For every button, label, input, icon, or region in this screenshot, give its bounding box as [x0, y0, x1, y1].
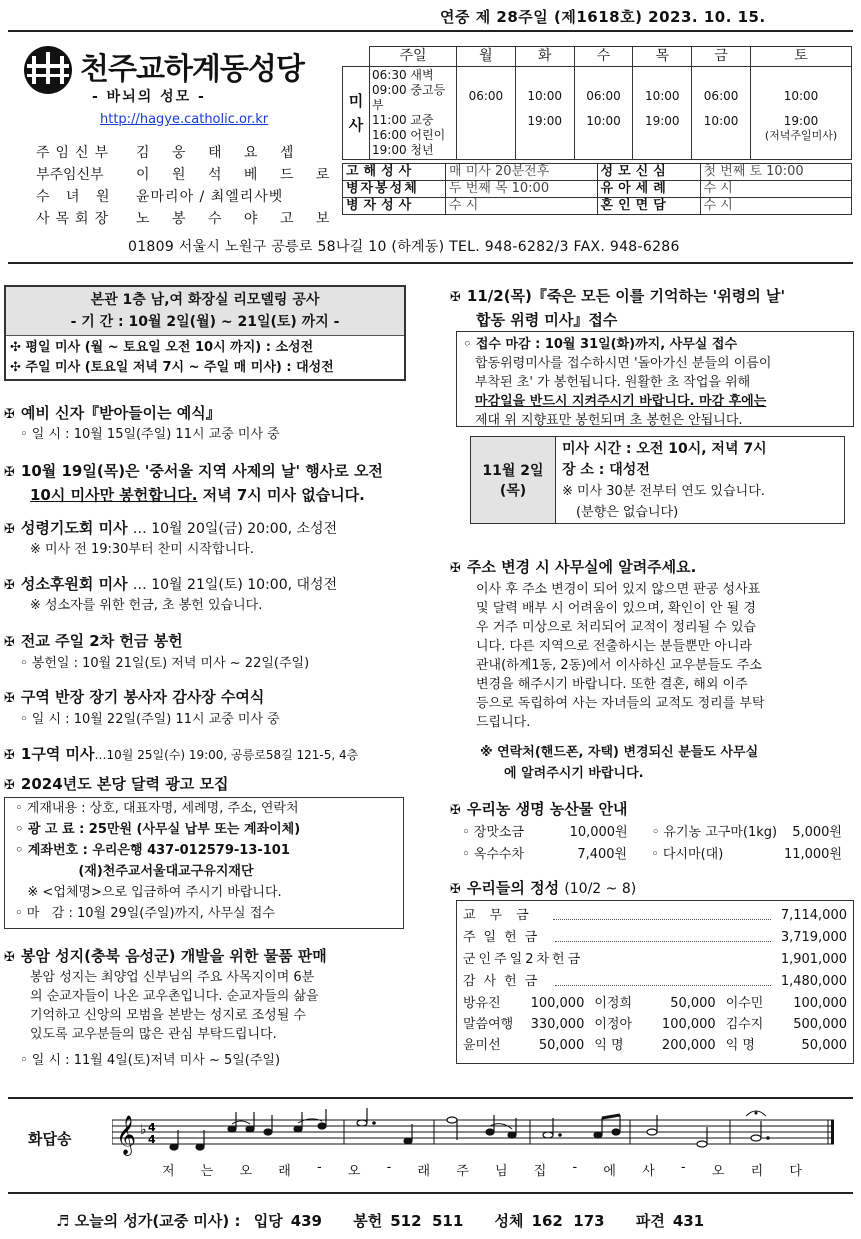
music-rule [8, 1097, 853, 1099]
section-catechumen: ✠ 예비 신자『받아들이는 예식』 [4, 404, 221, 422]
address-change-note: ※ 연락처(핸드폰, 자택) 변경되신 분들도 사무실 에 알려주시기 바랍니다. [480, 745, 759, 781]
day-header: 수 [574, 47, 633, 67]
offering-row: 주일헌금 3,719,000 [463, 927, 847, 949]
cross-bullet-icon: ✠ [450, 882, 461, 897]
all-souls-mass-box [470, 436, 845, 524]
cross-bullet-icon: ✠ [4, 578, 15, 593]
donation-row: 윤미선 50,000 익 명 200,000 익 명 50,000 [463, 1038, 848, 1053]
bongam-description: 봉암 성지는 최양업 신부님의 주요 사목지이며 6분 의 순교자들이 나온 교우촌입니다. 순교자들의 삶을 기억하고 신앙의 모범을 본받는 성지로 조성될 수 있도록 교우분들의 많은 관심 부탁드립니다. [30, 970, 319, 1042]
offering-row: 감사헌금 1,480,000 [463, 971, 847, 993]
offerings-box [456, 900, 854, 1064]
parish-address: 01809 서울시 노원구 공릉로 58나길 10 (하계동) TEL. 948-6282/3 FAX. 948-6286 [128, 239, 680, 255]
renovation-notice-header: 본관 1층 남,여 화장실 리모델링 공사 - 기 간 : 10월 2일(월) ~ 21일(토) 까지 - [6, 287, 404, 336]
sacrament-table [342, 163, 852, 215]
treble-clef-icon: 𝄞 [116, 1115, 137, 1155]
parish-logo-icon [20, 44, 76, 96]
header-rule [8, 30, 853, 32]
svg-text:♭: ♭ [140, 1122, 147, 1138]
sunday-times: 06:30 새벽 09:00 중고등부 11:00 교중 16:00 어린이 19:00 청년 [370, 67, 457, 160]
footer-rule [8, 1192, 853, 1194]
section-woorinong: ✠ 우리농 생명 농산물 안내 [450, 800, 628, 818]
vocation-mass-note: ※ 성소자를 위한 헌금, 초 봉헌 있습니다. [30, 598, 263, 613]
staff-row: 사목회장 노 봉 수 야 고 보 [36, 211, 339, 227]
donation-row: 말씀여행 330,000 이정아 100,000 김수지 500,000 [463, 1017, 848, 1032]
catechumen-date: ◦ 일 시 : 10월 15일(주일) 11시 교중 미사 중 [20, 427, 280, 442]
all-souls-date: 11월 2일 (목) [471, 437, 556, 523]
sacrament-row: 병자성사 수 시 혼인면담 수 시 [343, 198, 852, 215]
volunteer-award-date: ◦ 일 시 : 10월 22일(주일) 11시 교중 미사 중 [20, 712, 280, 727]
cross-bullet-icon: ✠ [4, 465, 15, 480]
section-address-change: ✠ 주소 변경 시 사무실에 알려주세요. [450, 558, 697, 576]
all-souls-info: 미사 시간 : 오전 10시, 저녁 7시 장 소 : 대성전 ※ 미사 30분 전부터 연도 있습니다. (분향은 없습니다) [562, 441, 767, 520]
cross-bullet-icon: ✠ [4, 407, 15, 422]
mass-label: 미 사 [343, 67, 370, 160]
svg-text:4: 4 [148, 1121, 156, 1134]
offering-row: 군인주일2차헌금 1,901,000 [463, 952, 847, 967]
psalm-staff [112, 1108, 842, 1158]
mass-schedule-table [342, 46, 852, 160]
svg-text:4: 4 [148, 1133, 156, 1146]
section-mission-sunday: ✠ 전교 주일 2차 헌금 봉헌 [4, 632, 183, 650]
section-priest-day: ✠ 10월 19일(목)은 '중서울 지역 사제의 날' 행사로 오전 10시 미사만 봉헌합니다. 저녁 7시 미사 없습니다. [4, 462, 383, 504]
sacrament-row: 병자봉성체 두 번째 목 10:00 유아세례 수 시 [343, 181, 852, 198]
address-rule [8, 262, 853, 264]
staff-row: 주임신부 김 웅 태 요 셉 [36, 145, 303, 161]
parish-subtitle: - 바뇌의 성모 - [92, 89, 206, 105]
cross-bullet-icon: ✠ [450, 803, 461, 818]
cross-bullet-icon: ✠ [450, 561, 461, 576]
thursday-times: 10:00 19:00 [633, 67, 692, 160]
section-offerings: ✠ 우리들의 정성 (10/2 ~ 8) [450, 879, 637, 897]
all-souls-box: ◦ 접수 마감 : 10월 31일(화)까지, 사무실 접수 합동위령미사를 접수하시면 '돌아가신 분들의 이름이 부착된 초' 가 봉헌됩니다. 원활한 초 작업을 위해 마감일을 반드시 지켜주시기 바랍니다. 마감 후에는 제대 위 지향표만 봉헌되며 초 봉헌은 안됩니다. [456, 331, 854, 427]
parish-name: 천주교하계동성당 [80, 52, 304, 87]
address-change-body: 이사 후 주소 변경이 되어 있지 않으면 판공 성사표 및 달력 배부 시 어려움이 있으며, 확인이 안 될 경 우 거주 미상으로 처리되어 교적이 정리될 수 있습 니다. 다른 지역으로 전출하시는 분들뿐만 아니라 관내(하계1동, 2동)에서 이사하신 교우분들도 주소 변경을 해주시기 바랍니다. 또한 결혼, 해외 이주 등으로 독립하여 사는 자녀들의 교적도 정리를 부탁 드립니다. [476, 582, 765, 730]
section-district-mass: ✠ 1구역 미사…10월 25일(수) 19:00, 공릉로58길 121-5, 4층 [4, 745, 359, 763]
day-header: 주일 [370, 47, 457, 67]
staff-list [36, 142, 338, 230]
wednesday-times: 06:00 10:00 [574, 67, 633, 160]
sacrament-row: 고해성사 매 미사 20분전후 성모신심 첫 번째 토 10:00 [343, 164, 852, 181]
day-header: 금 [692, 47, 751, 67]
bongam-date: ◦ 일 시 : 11월 4일(토)저녁 미사 ~ 5일(주일) [20, 1053, 281, 1068]
section-prayer-mass: ✠ 성령기도회 미사 … 10월 20일(금) 20:00, 소성전 [4, 519, 338, 537]
cross-bullet-icon: ✠ [4, 522, 15, 537]
section-vocation-mass: ✠ 성소후원회 미사 … 10월 21일(토) 10:00, 대성전 [4, 575, 338, 593]
tuesday-times: 10:00 19:00 [515, 67, 574, 160]
monday-times: 06:00 [457, 67, 516, 160]
cross-bullet-icon: ✠ [4, 691, 15, 706]
cross-bullet-icon: ✠ [4, 778, 15, 793]
psalm-label: 화답송 [28, 1130, 72, 1148]
cross-bullet-icon: ✠ [4, 950, 15, 965]
renovation-notice-body: ✣ 평일 미사 (월 ~ 토요일 오전 10시 까지) : 소성전 ✣ 주일 미사 (토요일 저녁 7시 ~ 주일 매 미사) : 대성전 [10, 340, 334, 375]
produce-list: ◦ 장맛소금 10,000원 ◦ 유기농 고구마(1kg) 5,000원 ◦ 옥수수차 7,400원 ◦ 다시마(대) 11,000원 [462, 825, 842, 862]
cross-bullet-icon: ✠ [450, 290, 461, 305]
section-all-souls: ✠ 11/2(목)『죽은 모든 이를 기억하는 '위령의 날' 합동 위령 미사』접수 [450, 287, 786, 329]
cross-bullet-icon: ✠ [4, 748, 15, 763]
day-header: 목 [633, 47, 692, 67]
staff-row: 부주임신부 이 원 석 베 드 로 [36, 167, 339, 183]
renovation-notice [4, 285, 406, 381]
day-header: 토 [751, 47, 852, 67]
parish-url-link[interactable]: http://hagye.catholic.or.kr [100, 112, 269, 127]
staff-row: 수 녀 원 윤마리아 / 최엘리사벳 [36, 189, 284, 205]
section-bongam-sale: ✠ 봉암 성지(충북 음성군) 개발을 위한 물품 판매 [4, 947, 327, 965]
cross-bullet-icon: ✠ [4, 635, 15, 650]
offering-row: 교무금 7,114,000 [463, 905, 847, 927]
section-volunteer-award: ✠ 구역 반장 장기 봉사자 감사장 수여식 [4, 688, 265, 706]
todays-hymns: ♬ 오늘의 성가(교중 미사) : 입당 439 봉헌 512 511 성체 162 173 파견 431 [56, 1212, 705, 1230]
prayer-mass-note: ※ 미사 전 19:30부터 찬미 시작합니다. [30, 542, 254, 557]
calendar-ad-box: ◦ 게재내용 : 상호, 대표자명, 세례명, 주소, 연락처 ◦ 광 고 료 : 25만원 (사무실 납부 또는 계좌이체) ◦ 계좌번호 : 우리은행 437-012579-13-101 (재)천주교서울대교구유지재단 ※ <업체명>으로 입금하여 주시기 바랍니다. ◦ 마 감 : 10월 29일(주일)까지, 사무실 접수 [4, 797, 404, 929]
day-header: 월 [457, 47, 516, 67]
psalm-lyrics: 저 는 오 래 - 오 - 래 주 님 집 - 에 사 - 오 리 다 [162, 1160, 802, 1179]
donation-row: 방유진 100,000 이정희 50,000 이수민 100,000 [463, 996, 848, 1011]
friday-times: 06:00 10:00 [692, 67, 751, 160]
section-calendar-ad: ✠ 2024년도 본당 달력 광고 모집 [4, 775, 229, 793]
saturday-times: 10:00 19:00 (저녁주일미사) [751, 67, 852, 160]
mission-sunday-date: ◦ 봉헌일 : 10월 21일(토) 저녁 미사 ~ 22일(주일) [20, 656, 310, 671]
day-header: 화 [515, 47, 574, 67]
issue-info: 연중 제 28주일 (제1618호) 2023. 10. 15. [440, 8, 766, 26]
